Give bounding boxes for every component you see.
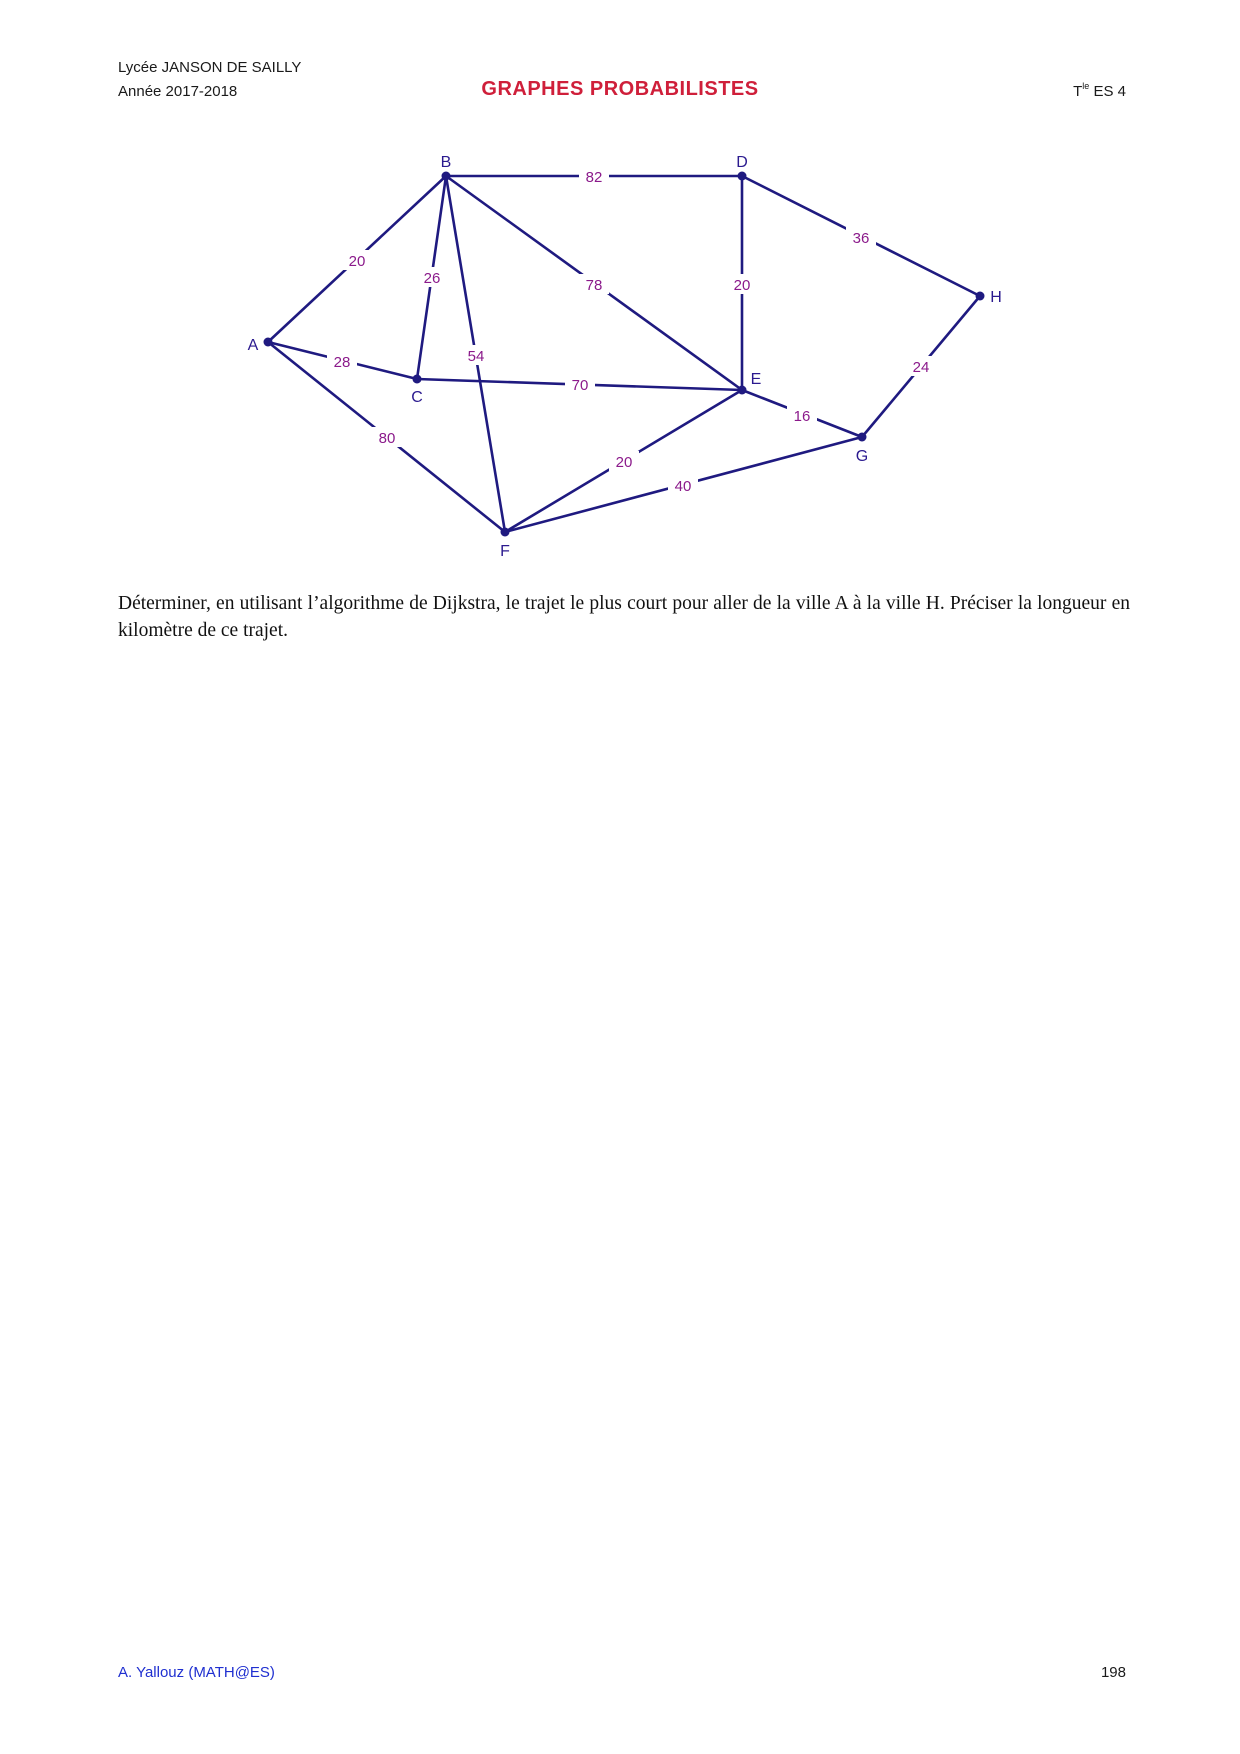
page-number: 198 [1100,1664,1126,1681]
node-h [976,292,985,301]
node-f [501,528,510,537]
node-a [264,338,273,347]
edge-weight-c-e: 70 [571,377,589,394]
edge-weight-a-b: 20 [348,253,366,270]
class-prefix: T [1073,83,1083,100]
edge-weight-d-h: 36 [852,230,870,247]
edge-weight-f-g: 40 [674,478,692,495]
node-label-g: G [855,448,869,465]
page-title: GRAPHES PROBABILISTES [481,78,759,100]
edge-weight-a-f: 80 [378,430,396,447]
node-label-b: B [440,154,452,171]
exercise-question: Déterminer, en utilisant l’algorithme de Dijkstra, le trajet le plus court pour aller de la ville A à la ville H. Préciser la longueur en kilomètre de ce trajet. [118,593,1130,641]
footer-author: A. Yallouz (MATH@ES) [118,1664,275,1681]
node-g [858,433,867,442]
weighted-graph [0,0,1240,580]
class-sup: le [1082,81,1090,91]
school-name: Lycée JANSON DE SAILLY [118,59,302,76]
edge-weight-g-h: 24 [912,359,930,376]
edge-weight-e-f: 20 [615,454,633,471]
school-year: Année 2017-2018 [118,83,238,100]
node-b [442,172,451,181]
edge-weight-e-g: 16 [793,408,811,425]
node-d [738,172,747,181]
edge-weight-b-d: 82 [585,169,603,186]
edge-weight-b-e: 78 [585,277,603,294]
node-label-e: E [750,371,762,388]
node-label-a: A [247,337,259,354]
class-suffix: ES 4 [1089,83,1126,100]
node-label-d: D [736,154,748,171]
node-label-f: F [500,543,510,560]
node-c [413,375,422,384]
edge-weight-b-c: 26 [423,270,441,287]
edge-weight-d-e: 20 [733,277,751,294]
node-label-h: H [990,289,1002,306]
edge-weight-b-f: 54 [467,348,485,365]
node-e [738,386,747,395]
node-label-c: C [411,389,423,406]
edge-weight-a-c: 28 [333,354,351,371]
